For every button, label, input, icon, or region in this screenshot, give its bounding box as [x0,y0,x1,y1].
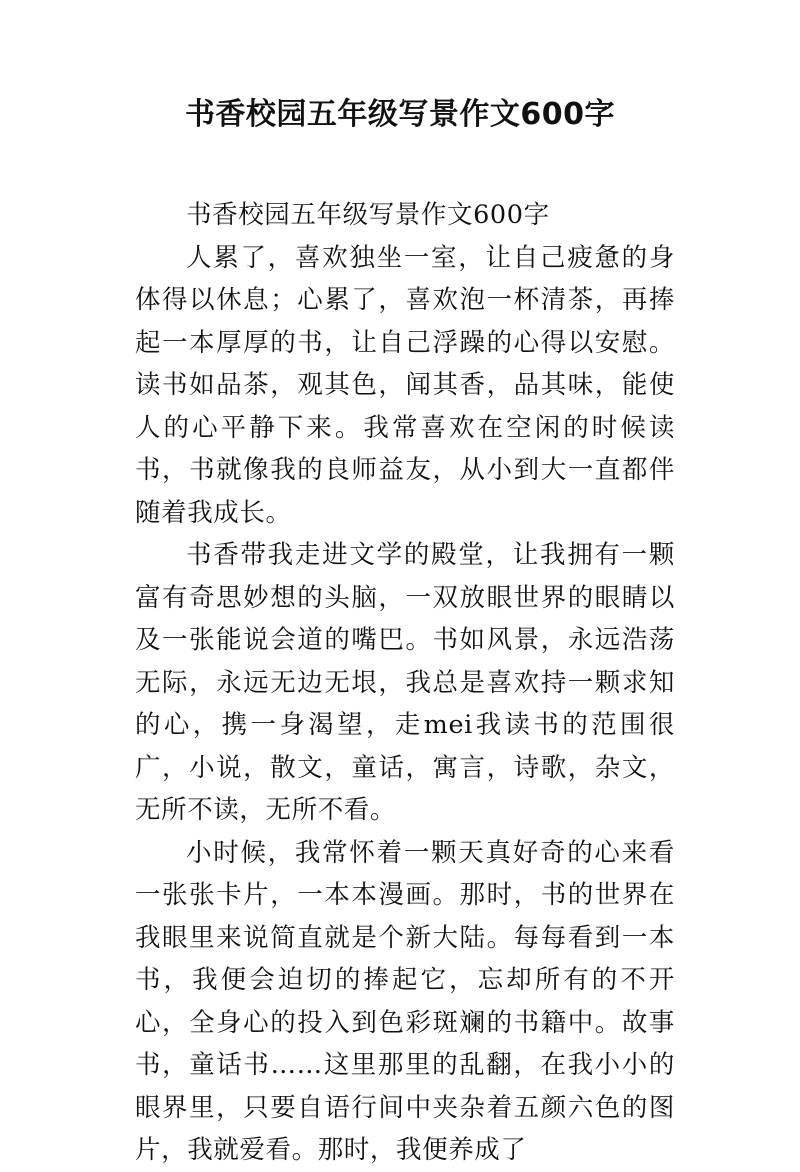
document-title: 书香校园五年级写景作文600字 [184,97,616,132]
paragraph-1: 人累了，喜欢独坐一室，让自己疲惫的身体得以休息；心累了，喜欢泡一杯清茶，再捧起一本厚厚的书，让自己浮躁的心得以安慰。读书如品茶，观其色，闻其香，品其味，能使人的心平静下来。我常喜欢在空闲的时候读书，书就像我的良师益友，从小到大一直都伴随着我成长。 [135,242,675,528]
paragraph-3: 小时候，我常怀着一颗天真好奇的心来看一张张卡片，一本本漫画。那时，书的世界在我眼里来说简直就是个新大陆。每每看到一本书，我便会迫切的捧起它，忘却所有的不开心，全身心的投入到色彩斑斓的书籍中。故事书，童话书……这里那里的乱翻，在我小小的眼界里，只要自语行间中夹杂着五颜六色的图片，我就爱看。那时，我便养成了 [135,837,675,1165]
document-body [135,194,675,1172]
paragraph-heading-line: 书香校园五年级写景作文600字 [186,200,550,230]
paragraph-2: 书香带我走进文学的殿堂，让我拥有一颗富有奇思妙想的头脑，一双放眼世界的眼睛以及一张能说会道的嘴巴。书如风景，永远浩荡无际，永远无边无垠，我总是喜欢持一颗求知的心，携一身渴望，走mei我读书的范围很广，小说，散文，童话，寓言，诗歌，杂文，无所不读，无所不看。 [135,540,675,825]
